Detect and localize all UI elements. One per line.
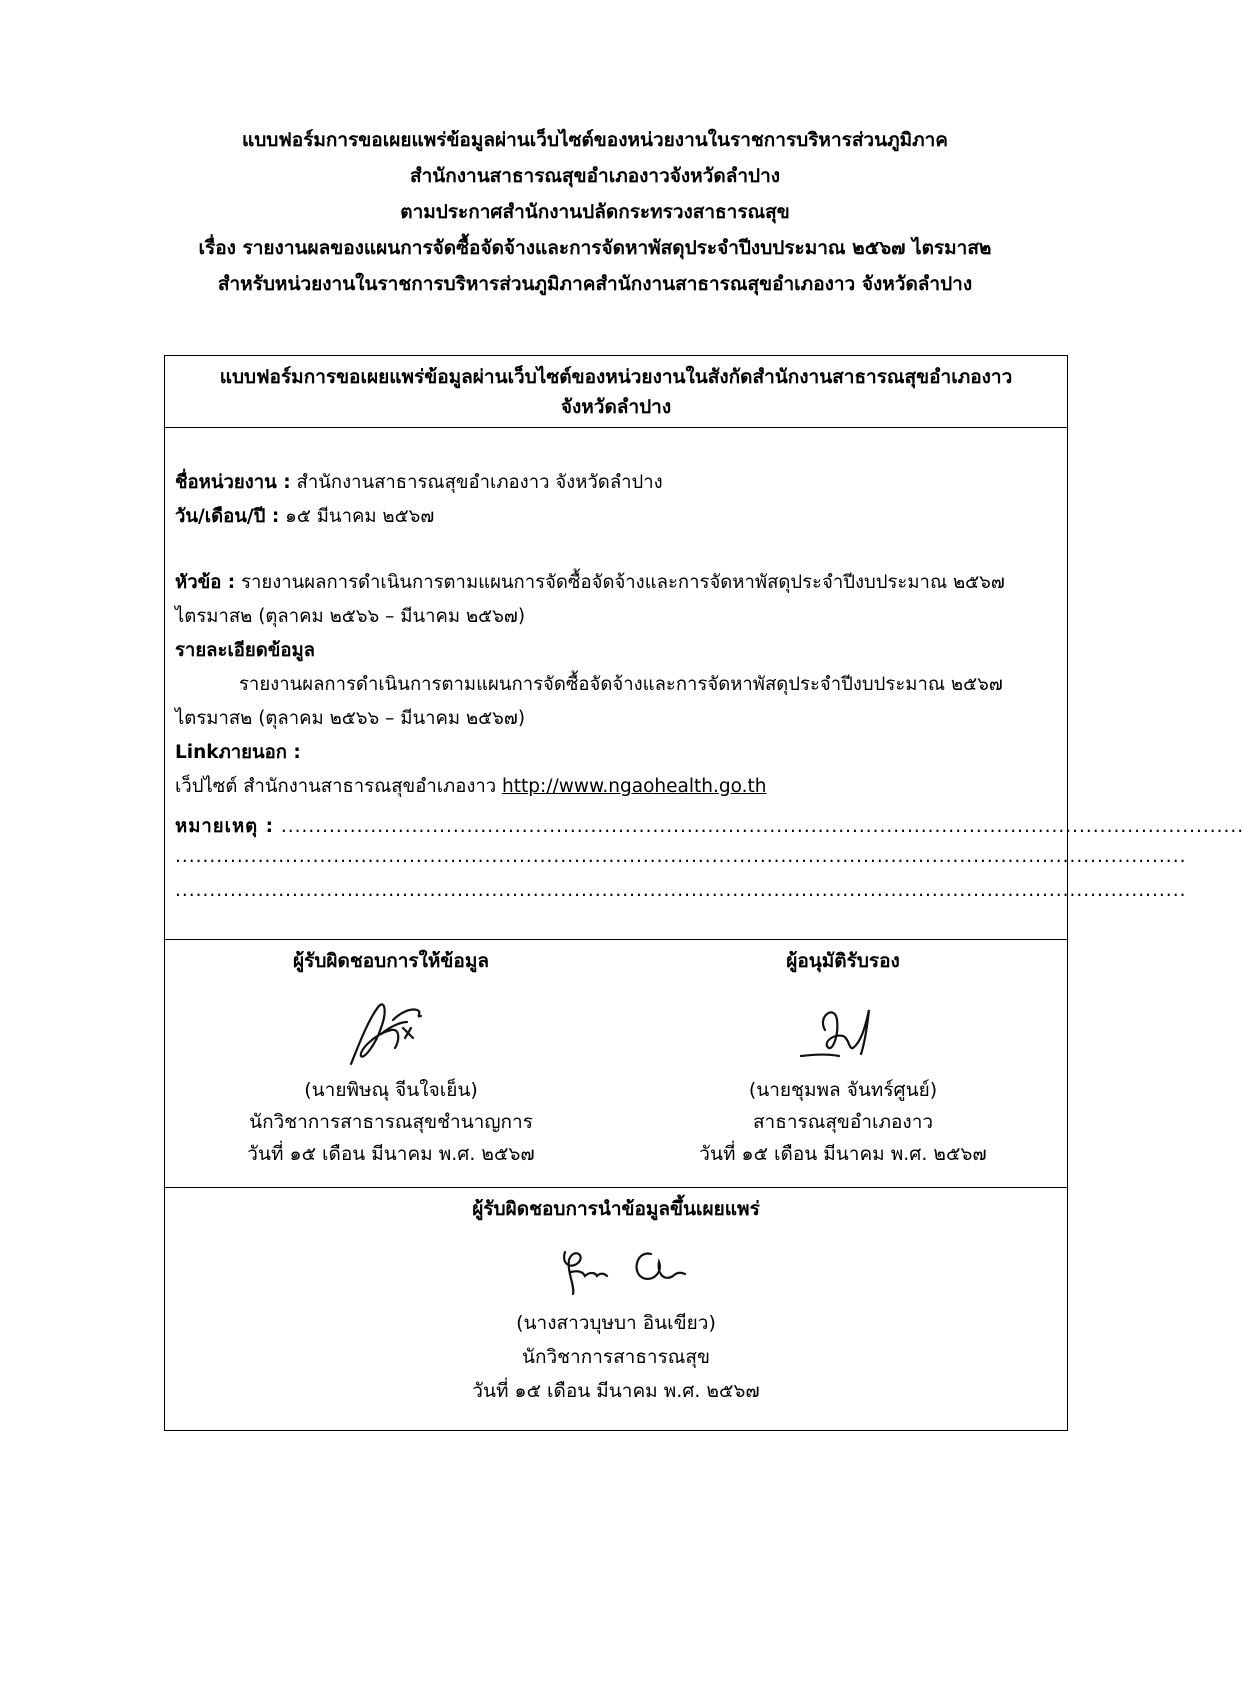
website-link[interactable]: http://www.ngaohealth.go.th: [502, 776, 767, 797]
signature-section: [165, 940, 1067, 1188]
form-title-line-1: แบบฟอร์มการขอเผยแพร่ข้อมูลผ่านเว็บไซต์ของหน่วยงานในสังกัดสำนักงานสาธารณสุขอำเภองาว: [219, 366, 1013, 388]
agency-value: สำนักงานสาธารณสุขอำเภองาว จังหวัดลำปาง: [290, 472, 663, 493]
header-line-1: แบบฟอร์มการขอเผยแพร่ข้อมูลผ่านเว็บไซต์ของหน่วยงานในราชการบริหารส่วนภูมิภาค: [241, 129, 949, 151]
publication-form: [164, 355, 1244, 1431]
publisher-title: ผู้รับผิดชอบการนำข้อมูลขึ้นเผยแพร่: [472, 1198, 760, 1220]
agency-row: [175, 468, 663, 497]
external-link-label: Linkภายนอก :: [175, 742, 301, 763]
note-row: [175, 812, 1244, 841]
website-prefix: เว็ปไซต์ สำนักงานสาธารณสุขอำเภองาว: [175, 776, 503, 797]
header-line-4: เรื่อง รายงานผลของแผนการจัดซื้อจัดจ้างและการจัดหาพัสดุประจำปีงบประมาณ ๒๕๖๗ ไตรมาส๒: [198, 237, 992, 259]
header-line-5: สำหรับหน่วยงานในราชการบริหารส่วนภูมิภาคสำนักงานสาธารณสุขอำเภองาว จังหวัดลำปาง: [217, 273, 973, 295]
publisher-details: [165, 1306, 1067, 1408]
header-line-2: สำนักงานสาธารณสุขอำเภองาวจังหวัดลำปาง: [409, 165, 781, 187]
topic-value: รายงานผลการดำเนินการตามแผนการจัดซื้อจัดจ้างและการจัดหาพัสดุประจำปีงบประมาณ ๒๕๖๗: [235, 572, 1005, 593]
approver-signature-image: [795, 998, 895, 1070]
details-line-1: รายงานผลการดำเนินการตามแผนการจัดซื้อจัดจ้างและการจัดหาพัสดุประจำปีงบประมาณ ๒๕๖๗: [239, 674, 1003, 695]
approver-signature-block: [617, 940, 1069, 1187]
form-title-line-2: จังหวัดลำปาง: [560, 396, 672, 418]
responsible-position: นักวิชาการสาธารณสุขชำนาญการ: [249, 1111, 533, 1133]
note-label: หมายเหตุ :: [175, 816, 274, 837]
date-row: [175, 502, 434, 531]
publisher-name: (นางสาวบุษบา อินเขียว): [516, 1312, 716, 1334]
responsible-title: ผู้รับผิดชอบการให้ข้อมูล: [293, 950, 489, 972]
publisher-section: [165, 1188, 1067, 1430]
agency-label: ชื่อหน่วยงาน :: [175, 472, 291, 493]
responsible-name: (นายพิษณุ จีนใจเย็น): [304, 1079, 478, 1101]
date-label: วัน/เดือน/ปี :: [175, 506, 280, 527]
publisher-signature-image: [555, 1242, 695, 1298]
responsible-signature-block: [165, 940, 617, 1187]
note-dots-line-3: ...................................................................................................................................................: [175, 880, 1187, 901]
topic-label: หัวข้อ :: [175, 572, 236, 593]
note-dots: ............................................................................................................................................: [280, 816, 1244, 837]
approver-name: (นายชุมพล จันทร์ศูนย์): [748, 1079, 938, 1101]
responsible-date: วันที่ ๑๕ เดือน มีนาคม พ.ศ. ๒๕๖๗: [247, 1143, 535, 1165]
details-line-2: ไตรมาส๒ (ตุลาคม ๒๕๖๖ – มีนาคม ๒๕๖๗): [175, 708, 526, 729]
document-header: [0, 122, 1190, 302]
date-value: ๑๕ มีนาคม ๒๕๖๗: [279, 506, 435, 527]
form-title: [165, 356, 1067, 428]
topic-value-line-2: ไตรมาส๒ (ตุลาคม ๒๕๖๖ – มีนาคม ๒๕๖๗): [175, 606, 526, 627]
approver-date: วันที่ ๑๕ เดือน มีนาคม พ.ศ. ๒๕๖๗: [699, 1143, 987, 1165]
note-dots-line-2: ...................................................................................................................................................: [175, 846, 1187, 867]
approver-title: ผู้อนุมัติรับรอง: [786, 950, 900, 972]
topic-row: [175, 568, 1005, 597]
publisher-date: วันที่ ๑๕ เดือน มีนาคม พ.ศ. ๒๕๖๗: [472, 1380, 760, 1402]
header-line-3: ตามประกาศสำนักงานปลัดกระทรวงสาธารณสุข: [400, 201, 790, 223]
form-details-section: [165, 428, 1244, 940]
publisher-position: นักวิชาการสาธารณสุข: [521, 1346, 711, 1368]
responsible-signature-image: [341, 998, 441, 1070]
details-label: รายละเอียดข้อมูล: [175, 640, 316, 661]
approver-position: สาธารณสุขอำเภองาว: [752, 1111, 934, 1133]
website-row: [175, 772, 766, 801]
